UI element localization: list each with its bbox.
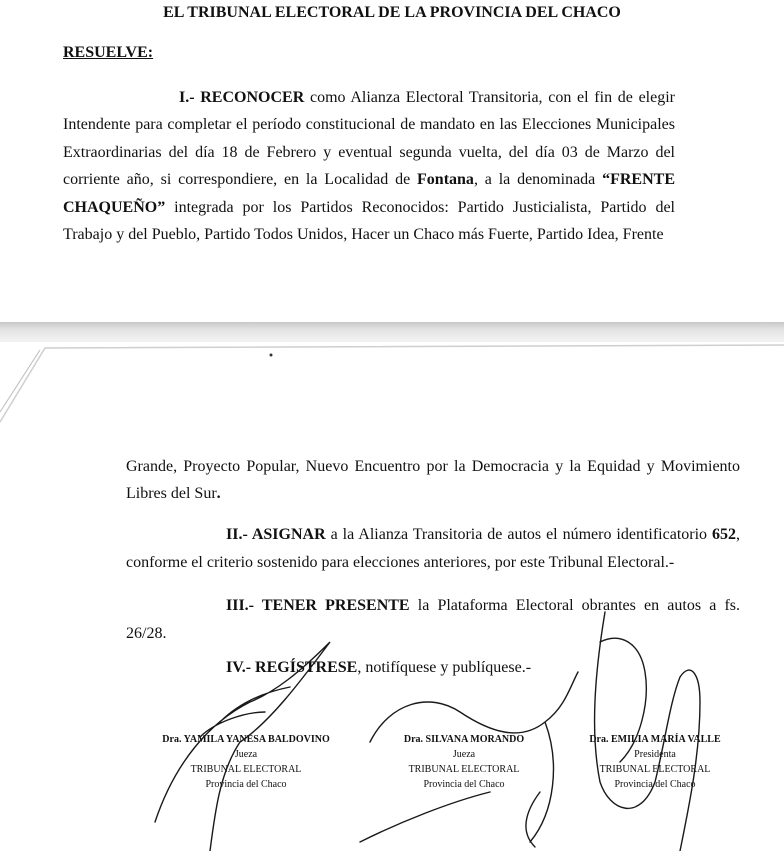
resolution-paragraph-2: II.- ASIGNAR a la Alianza Transitoria de autos el número identificatorio 652, conforme el criterio sostenido para elecciones anteriores, por este Tribunal Electoral.- <box>126 526 741 571</box>
identifier-number: 652 <box>712 526 737 543</box>
resolution-paragraph-3: III.- TENER PRESENTE la Plataforma Electoral obrantes en autos a fs. 26/28. <box>126 597 741 642</box>
signature-scribble-3 <box>595 612 700 851</box>
signature-scribble-2 <box>360 672 578 847</box>
alliance-name: “FRENTE CHAQUEÑO” <box>63 171 675 216</box>
place-name: Fontana <box>417 171 474 189</box>
paragraph-3-number: III.- TENER PRESENTE <box>226 597 410 614</box>
signature-block-baldovino: Dra. YAMILA YANESA BALDOVINO Jueza TRIBUNAL ELECTORAL Provincia del Chaco <box>162 734 330 790</box>
signature-block-valle: Dra. EMILIA MARÍA VALLE Presidenta TRIBUNAL ELECTORAL Provincia del Chaco <box>589 734 721 790</box>
signature-scribble-1 <box>155 642 330 851</box>
page-separator <box>0 322 784 342</box>
document-page-2 <box>0 342 784 851</box>
resolution-paragraph-4: IV.- REGÍSTRESE, notifíquese y publíquese.- <box>226 659 532 676</box>
paragraph-2-number: II.- ASIGNAR <box>226 526 326 543</box>
resolution-paragraph-1 <box>63 84 675 248</box>
document-title: EL TRIBUNAL ELECTORAL DE LA PROVINCIA DEL CHACO <box>163 4 621 21</box>
resolution-paragraph-1-continued: Grande, Proyecto Popular, Nuevo Encuentro por la Democracia y la Equidad y Movimiento Libres del Sur. <box>126 458 740 502</box>
handwritten-signatures <box>0 342 784 851</box>
paragraph-1-text-c: integrada por los Partidos Reconocidos: Partido Justicialista, Partido del Trabajo y del Pueblo, Partido Todos Unidos, Hacer un Chaco más Fuerte, Partido Idea, Frente <box>63 198 675 244</box>
paragraph-1-number: I.- RECONOCER <box>179 89 305 106</box>
paragraph-1-text-b: , a la denominada <box>473 171 603 189</box>
signature-block-morando: Dra. SILVANA MORANDO Jueza TRIBUNAL ELECTORAL Provincia del Chaco <box>403 734 525 790</box>
document-page-1 <box>0 0 784 322</box>
resuelve-heading: RESUELVE: <box>63 44 154 61</box>
paragraph-4-number: IV.- REGÍSTRESE <box>226 659 358 676</box>
paragraph-1-text-a: como Alianza Electoral Transitoria, con el fin de elegir Intendente para completar el período constitucional de mandato en las Elecciones Municipales Extraordinarias del día 18 de Febrero y eventual segunda vuelta, del día 03 de Marzo del corriente año, si correspondiere, en la Localidad de <box>63 89 675 189</box>
